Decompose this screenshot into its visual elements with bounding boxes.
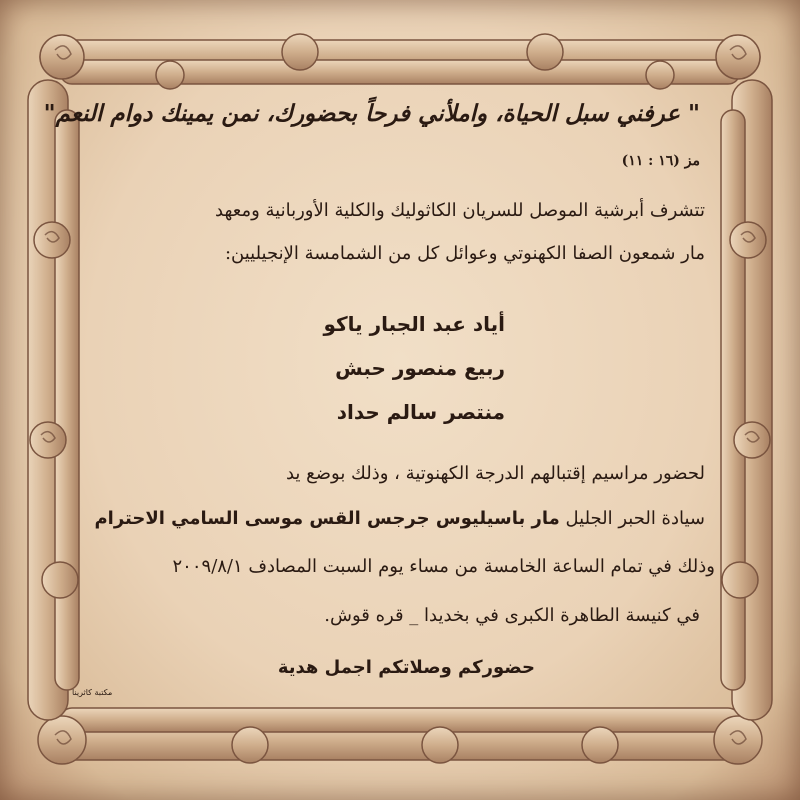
bottom-scrolls xyxy=(38,708,762,764)
ordinand-name-2: ربيع منصور حبش xyxy=(335,356,505,380)
body-line-2 xyxy=(85,508,705,529)
bishop-name: مار باسيليوس جرجس القس موسى السامي الاحترام xyxy=(94,508,560,529)
left-scrolls xyxy=(28,80,79,720)
printer-credit: مكتبة كاثرينا xyxy=(72,688,113,697)
scripture-verse: " عرفني سبل الحياة، واملأني فرحاً بحضورك، نمن يمينك دوام النعم" xyxy=(43,100,700,127)
body-line-4: في كنيسة الطاهرة الكبرى في بخديدا _ قره قوش. xyxy=(324,605,700,626)
body-line-3: وذلك في تمام الساعة الخامسة من مساء يوم السبت المصادف ٢٠٠٩/٨/١ xyxy=(172,556,715,577)
scripture-reference: مز (١٦ : ١١) xyxy=(621,153,700,169)
body-line-1: لحضور مراسيم إقتبالهم الدرجة الكهنوتية ، وذلك بوضع يد xyxy=(285,463,705,484)
closing-line: حضوركم وصلاتكم اجمل هدية xyxy=(277,657,535,678)
ordinand-name-1: أياد عبد الجبار ياكو xyxy=(323,312,505,336)
top-scrolls xyxy=(40,34,760,89)
right-scrolls xyxy=(721,80,772,720)
scroll-curl-marks xyxy=(41,46,759,744)
intro-line-1: تتشرف أبرشية الموصل للسريان الكاثوليك والكلية الأوربانية ومعهد xyxy=(215,200,705,221)
intro-line-2: مار شمعون الصفا الكهنوتي وعوائل كل من الشمامسة الإنجيليين: xyxy=(224,243,705,264)
ordinand-name-3: منتصر سالم حداد xyxy=(336,400,505,424)
body-line-2-prefix: سيادة الحبر الجليل xyxy=(565,508,705,529)
